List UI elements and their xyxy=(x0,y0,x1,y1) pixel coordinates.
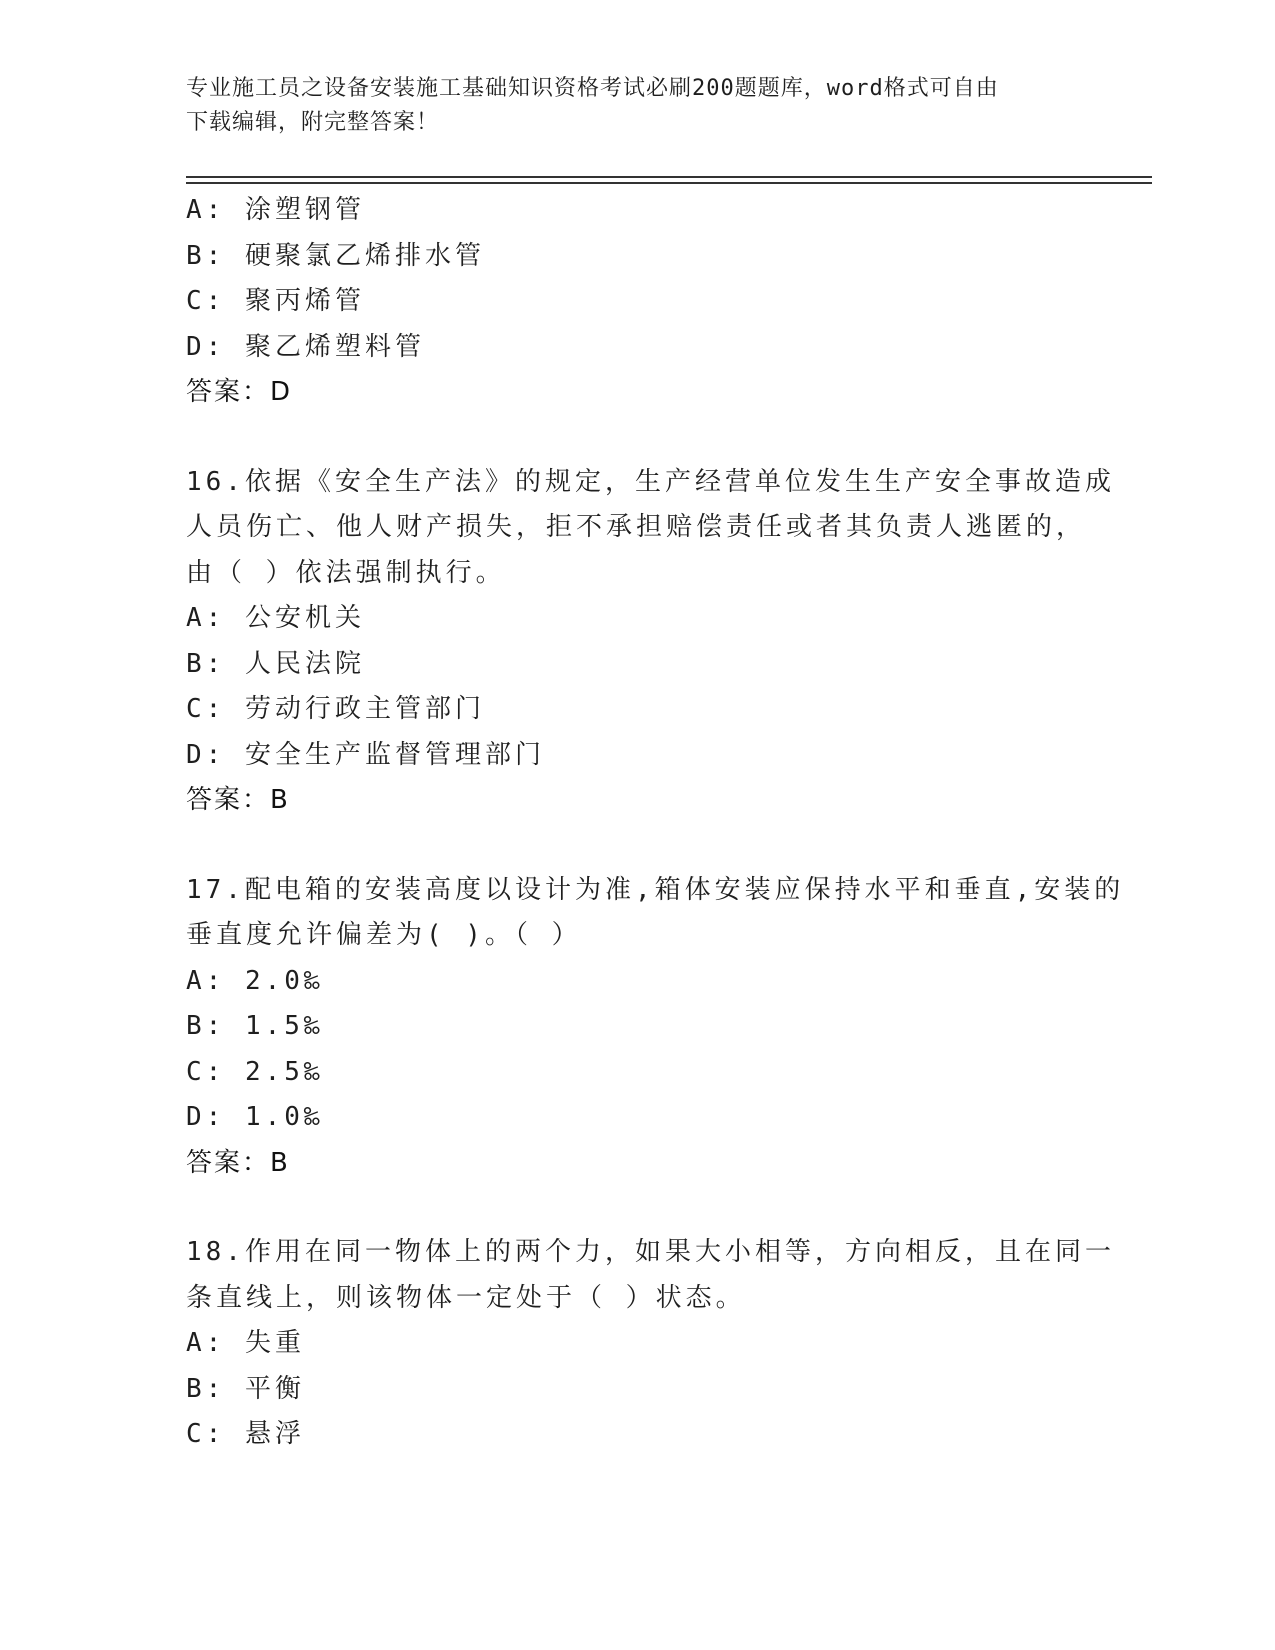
option-c: C: 劳动行政主管部门 xyxy=(186,694,485,724)
question-text-line: 由（ ）依法强制执行。 xyxy=(186,557,506,588)
question-text-line: 16.依据《安全生产法》的规定，生产经营单位发生生产安全事故造成 xyxy=(186,466,1115,497)
option-b: B: 1.5‰ xyxy=(186,1011,324,1041)
question-18 xyxy=(186,1230,1115,1458)
question-text-line: 17.配电箱的安装高度以设计为准,箱体安装应保持水平和垂直,安装的 xyxy=(186,874,1125,905)
option-c: C: 聚丙烯管 xyxy=(186,286,365,316)
option-d: D: 聚乙烯塑料管 xyxy=(186,331,425,362)
document-header xyxy=(186,72,1066,140)
question-17 xyxy=(186,868,1125,1187)
option-b: B: 平衡 xyxy=(186,1373,305,1404)
question-16 xyxy=(186,460,1115,824)
question-text-line: 人员伤亡、他人财产损失，拒不承担赔偿责任或者其负责人逃匿的， xyxy=(186,512,1087,542)
question-list xyxy=(186,188,1125,1458)
option-c: C: 悬浮 xyxy=(186,1419,305,1449)
question-text-line: 条直线上，则该物体一定处于（ ）状态。 xyxy=(186,1282,746,1313)
answer-line: 答案：B xyxy=(186,1147,290,1178)
header-divider-bottom xyxy=(186,182,1152,184)
option-a: A: 涂塑钢管 xyxy=(186,195,365,225)
option-b: B: 硬聚氯乙烯排水管 xyxy=(186,240,485,271)
question-15-continued xyxy=(186,188,1086,416)
option-a: A: 2.0‰ xyxy=(186,965,324,996)
option-d: D: 1.0‰ xyxy=(186,1102,324,1132)
option-c: C: 2.5‰ xyxy=(186,1056,324,1087)
question-text-line: 18.作用在同一物体上的两个力，如果大小相等，方向相反，且在同一 xyxy=(186,1237,1115,1267)
option-a: A: 失重 xyxy=(186,1328,305,1358)
option-b: B: 人民法院 xyxy=(186,648,365,679)
question-text-line: 垂直度允许偏差为( )。（ ） xyxy=(186,920,582,950)
header-line-2: 下载编辑，附完整答案！ xyxy=(186,110,440,135)
option-d: D: 安全生产监督管理部门 xyxy=(186,739,545,770)
header-divider-top xyxy=(186,176,1152,178)
option-a: A: 公安机关 xyxy=(186,603,365,633)
answer-line: 答案：B xyxy=(186,785,290,815)
answer-line: 答案：D xyxy=(186,377,293,407)
header-line-1: 专业施工员之设备安装施工基础知识资格考试必刷200题题库，word格式可自由 xyxy=(186,76,999,101)
